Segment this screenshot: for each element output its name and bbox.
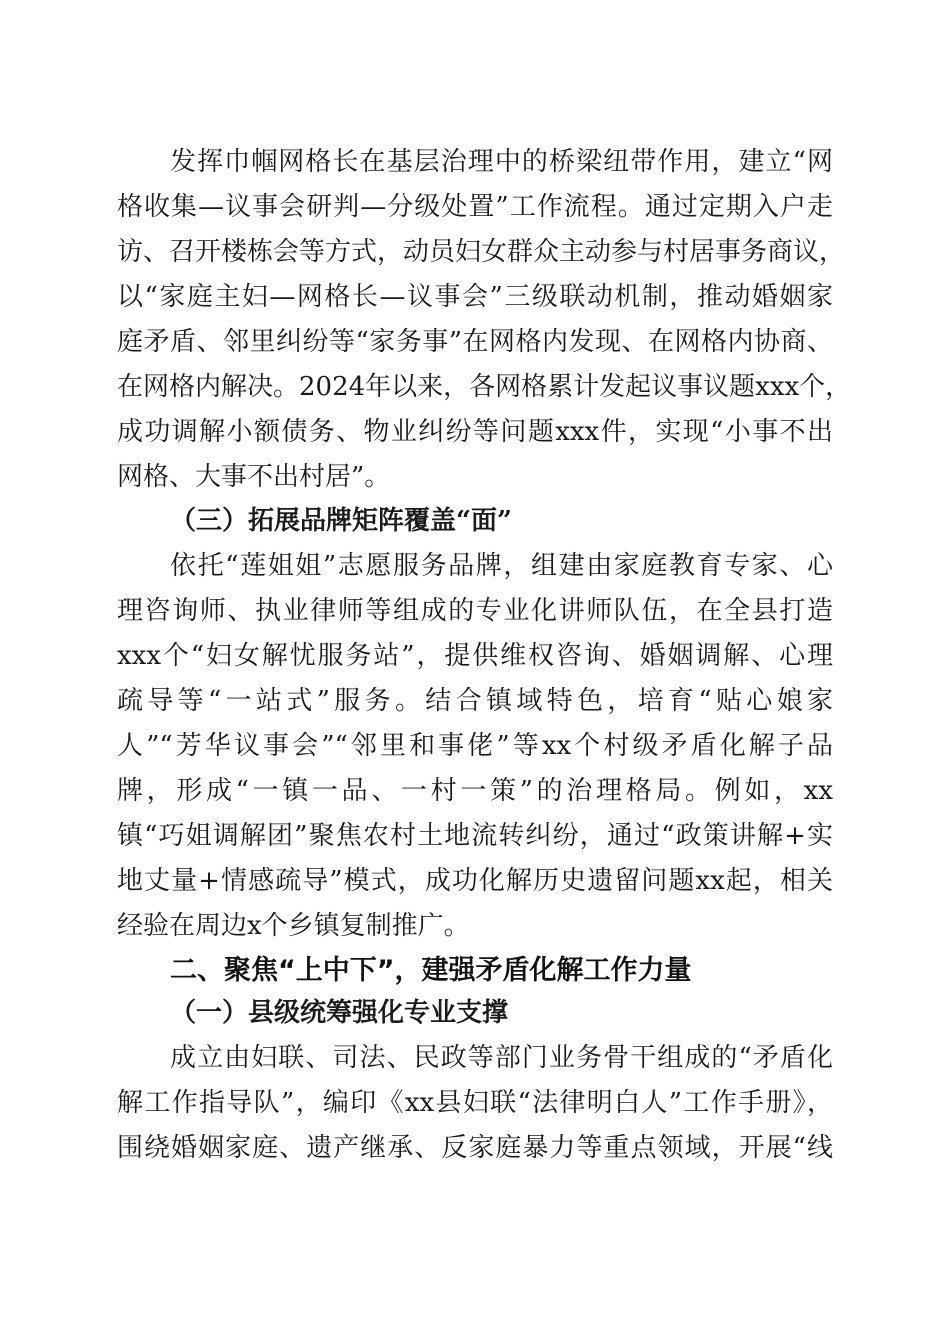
paragraph-1-line-6: 在网格内解决。2024年以来，各网格累计发起议事议题xxx个， (117, 372, 852, 402)
paragraph-1-line-7: 成功调解小额债务、物业纠纷等问题xxx件，实现“小事不出 (117, 417, 833, 447)
paragraph-3-line-1: 成立由妇联、司法、民政等部门业务骨干组成的“矛盾化 (170, 1043, 833, 1073)
paragraph-2-line-1: 依托“莲姐姐”志愿服务品牌，组建由家庭教育专家、心 (170, 551, 833, 581)
paragraph-2-line-9: 经验在周边x个乡镇复制推广。 (117, 911, 470, 941)
subsection-heading-1: （一）县级统筹强化专业支撑 (170, 998, 509, 1028)
paragraph-1-line-8: 网格、大事不出村居”。 (117, 462, 391, 492)
paragraph-2-line-6: 牌，形成“一镇一品、一村一策”的治理格局。例如，xx (117, 776, 833, 806)
paragraph-1-line-2: 格收集—议事会研判—分级处置”工作流程。通过定期入户走 (117, 192, 833, 222)
paragraph-1-line-3: 访、召开楼栋会等方式，动员妇女群众主动参与村居事务商议， (117, 237, 846, 267)
paragraph-2-line-8: 地丈量+情感疏导”模式，成功化解历史遗留问题xx起，相关 (117, 866, 833, 896)
paragraph-1-line-4: 以“家庭主妇—网格长—议事会”三级联动机制，推动婚姻家 (117, 282, 833, 312)
paragraph-2-line-5: 人”“芳华议事会”“邻里和事佬”等xx个村级矛盾化解子品 (117, 731, 833, 761)
paragraph-2-line-3: xxx个“妇女解忧服务站”，提供维权咨询、婚姻调解、心理 (117, 641, 833, 671)
paragraph-1-line-1: 发挥巾帼网格长在基层治理中的桥梁纽带作用，建立“网 (170, 147, 833, 177)
paragraph-3-line-2: 解工作指导队”，编印《xx县妇联“法律明白人”工作手册》， (117, 1088, 833, 1118)
section-2-title: 二、聚焦“上中下”，建强矛盾化解工作力量 (170, 955, 692, 986)
paragraph-2-line-7: 镇“巧姐调解团”聚焦农村土地流转纠纷，通过“政策讲解+实 (117, 821, 833, 851)
paragraph-1-line-5: 庭矛盾、邻里纠纷等“家务事”在网格内发现、在网格内协商、 (117, 327, 833, 357)
paragraph-2-line-4: 疏导等“一站式”服务。结合镇域特色，培育“贴心娘家 (117, 686, 833, 716)
paragraph-3-line-3: 围绕婚姻家庭、遗产继承、反家庭暴力等重点领域，开展“线 (117, 1133, 833, 1163)
subsection-heading-3: （三）拓展品牌矩阵覆盖“面” (170, 506, 512, 536)
paragraph-2-line-2: 理咨询师、执业律师等组成的专业化讲师队伍，在全县打造 (117, 596, 833, 626)
